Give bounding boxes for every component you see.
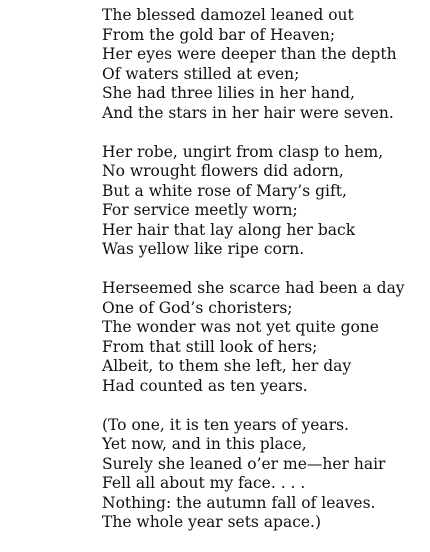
poem-line: Herseemed she scarce had been a day	[102, 279, 405, 297]
poem-line: But a white rose of Mary’s gift,	[102, 181, 347, 200]
poem-text	[102, 6, 422, 552]
poem-line: Her robe, ungirt from clasp to hem,	[102, 142, 384, 161]
stanza-2	[102, 143, 422, 260]
stanza-1	[102, 6, 422, 123]
poem-line: The blessed damozel leaned out	[102, 6, 354, 24]
poem-line: Yet now, and in this place,	[102, 435, 307, 453]
poem-line: For service meetly worn;	[102, 201, 298, 219]
poem-line: The whole year sets apace.)	[102, 513, 322, 531]
poem-line: Fell all about my face. . . .	[102, 474, 306, 492]
poem-line: Her hair that lay along her back	[102, 220, 356, 239]
poem-line: Had counted as ten years.	[102, 376, 308, 395]
poem-line: The wonder was not yet quite gone	[102, 318, 379, 336]
stanza-3	[102, 279, 422, 396]
poem-line: Was yellow like ripe corn.	[102, 240, 305, 258]
stanza-4	[102, 416, 422, 533]
poem-line: (To one, it is ten years of years.	[102, 415, 349, 434]
poem-line: Surely she leaned o’er me—her hair	[102, 454, 386, 473]
poem-line: Nothing: the autumn fall of leaves.	[102, 493, 376, 512]
poem-line: Her eyes were deeper than the depth	[102, 45, 397, 63]
poem-line: From that still look of hers;	[102, 337, 318, 356]
poem-line: She had three lilies in her hand,	[102, 84, 355, 102]
poem-line: One of God’s choristers;	[102, 298, 293, 317]
poem-line: Albeit, to them she left, her day	[102, 357, 352, 375]
poem-line: From the gold bar of Heaven;	[102, 25, 336, 44]
poem-line: No wrought flowers did adorn,	[102, 162, 344, 180]
poem-line: And the stars in her hair were seven.	[102, 103, 394, 122]
poem-line: Of waters stilled at even;	[102, 64, 300, 83]
